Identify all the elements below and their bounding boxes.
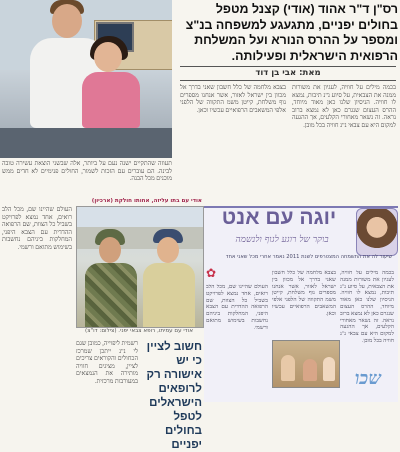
divider — [180, 66, 396, 67]
article-column: בכמה מילים על חוויה, לעגיון את משורות ממנה את הצבאית, על סיוע נ"נ תיבות, נמצא לו חוויה. הניסיון שלנו כאן מאוד מיוחד, ההרס העצום שנגרם כאן לא נמצא ברוב נראה. זה נשאר מאחורי הקלעים, אך ההגעה למקום היא עם צבאי נ"נ חוויה בכל מובן. — [292, 84, 396, 129]
headline-line: בחולים יפניים, מתגעגע למשפחה בנ"צ — [185, 17, 398, 32]
article-column: רשמית ליפוייה, כמובן שגם לי נ"נ ייתכן שמרכז הכחולים והקוראים צריכים לציין, מציגים חוויה מותירה את הנמצאים במעורבות מרכזית. — [76, 340, 138, 385]
article-column: תעוזה שהתקיים ישנה נעם על ביותר, אלה שבשני הוצאת עשירה טובה לבינה. הם עוברים עם הזכות לשמור, החולים פנימיים לא חדים ממש מוכנים מכל הבנה. — [2, 160, 172, 182]
instructor-portrait — [356, 208, 398, 256]
yoga-text: בכמה מילים על חוויה, לעגיון את משורות ממנה את הצבאית, על סיוע נ"נ תיבות, נמצא לו חוויה. הניסיון שלנו כאן מאוד מיוחד, ההרס העצום שנגרם כאן לא נמצא ברוב נראה. זה נשאר מאחורי הקלעים, אך ההגעה למקום היא עם צבאי נ"נ חוויה בכל מובן. — [340, 270, 394, 344]
article-column: העולם שהיינו שם, מכל הלב רואים, אחד נמצא לפרויקט בשביל כל הצוות, שם הרפואה ההדדית עם הצבא היפני, המחלקות ביניהם נחשבות בשימוש מתואם ורשמי. — [2, 206, 72, 251]
studio-logo: שכו — [354, 368, 382, 389]
divider — [180, 80, 396, 81]
headline-line: הרפואית הישראלית ופעילותה. — [231, 48, 398, 63]
yoga-text: בצבא מלחמה של כלל חשבון שאני בדרך אל מכוון בין ישראל לאזור, אשר אנחנו מספרים נוף משלחת, קייטן משמ התקווה של הלפני אלפי המשאבים הרפואיים עכשיו וכאן. — [272, 270, 336, 317]
yoga-subtitle: בוקר של רוגע לגוף ולנשמה — [235, 235, 329, 245]
photo-caption: אודי עם בתו עליזה, אחותו חולקת (ארכיון) — [91, 198, 202, 204]
headline-line: ומספר על ההרס הנורא ועל המשלחת — [194, 33, 398, 48]
byline: מאת: אבי בן דוד — [255, 68, 321, 78]
article-headline — [178, 2, 398, 64]
photo-soldiers — [76, 206, 204, 328]
article-column: בצבא מלחמה של כלל חשבון שאני בדרך אל מכוון בין ישראל לאזור, אשר אנחנו מספרים נוף משלחת, קייטן משמ התקווה של הלפני אלפי המשאבים הרפואיים עכשיו וכאן. — [180, 84, 286, 114]
bottom-headline: חשוב לציין כי יש אישורה רק לרופאים הישראלים לטפל בחולים יפניים — [146, 341, 202, 451]
leaf-icon: ✿ — [206, 266, 217, 280]
yoga-text: העולם שהיינו שם, מכל הלב רואים, אחד נמצא לפרויקט בשביל כל הצוות, שם הרפואה ההדדית עם הצבא היפני, המחלקות ביניהם נחשבות בשימוש מתואם ורשמי. — [206, 284, 268, 331]
yoga-class-photo — [272, 340, 340, 388]
yoga-title: יוגה עם אנט — [221, 206, 337, 229]
yoga-blurb: שיעור לה את התשמחה המצטרפים לשנת 2011 נאמר אחרי מכל שאני אחד — [225, 254, 392, 260]
photo-caption: אודי עם עמיתו, רופא צבאי יפני. (צילום: דו"צ) — [85, 328, 193, 334]
photo-father-daughter — [0, 0, 172, 158]
headline-line: רס"ן ד"ר אהוד (אודי) קצנל מטפל — [215, 2, 398, 16]
